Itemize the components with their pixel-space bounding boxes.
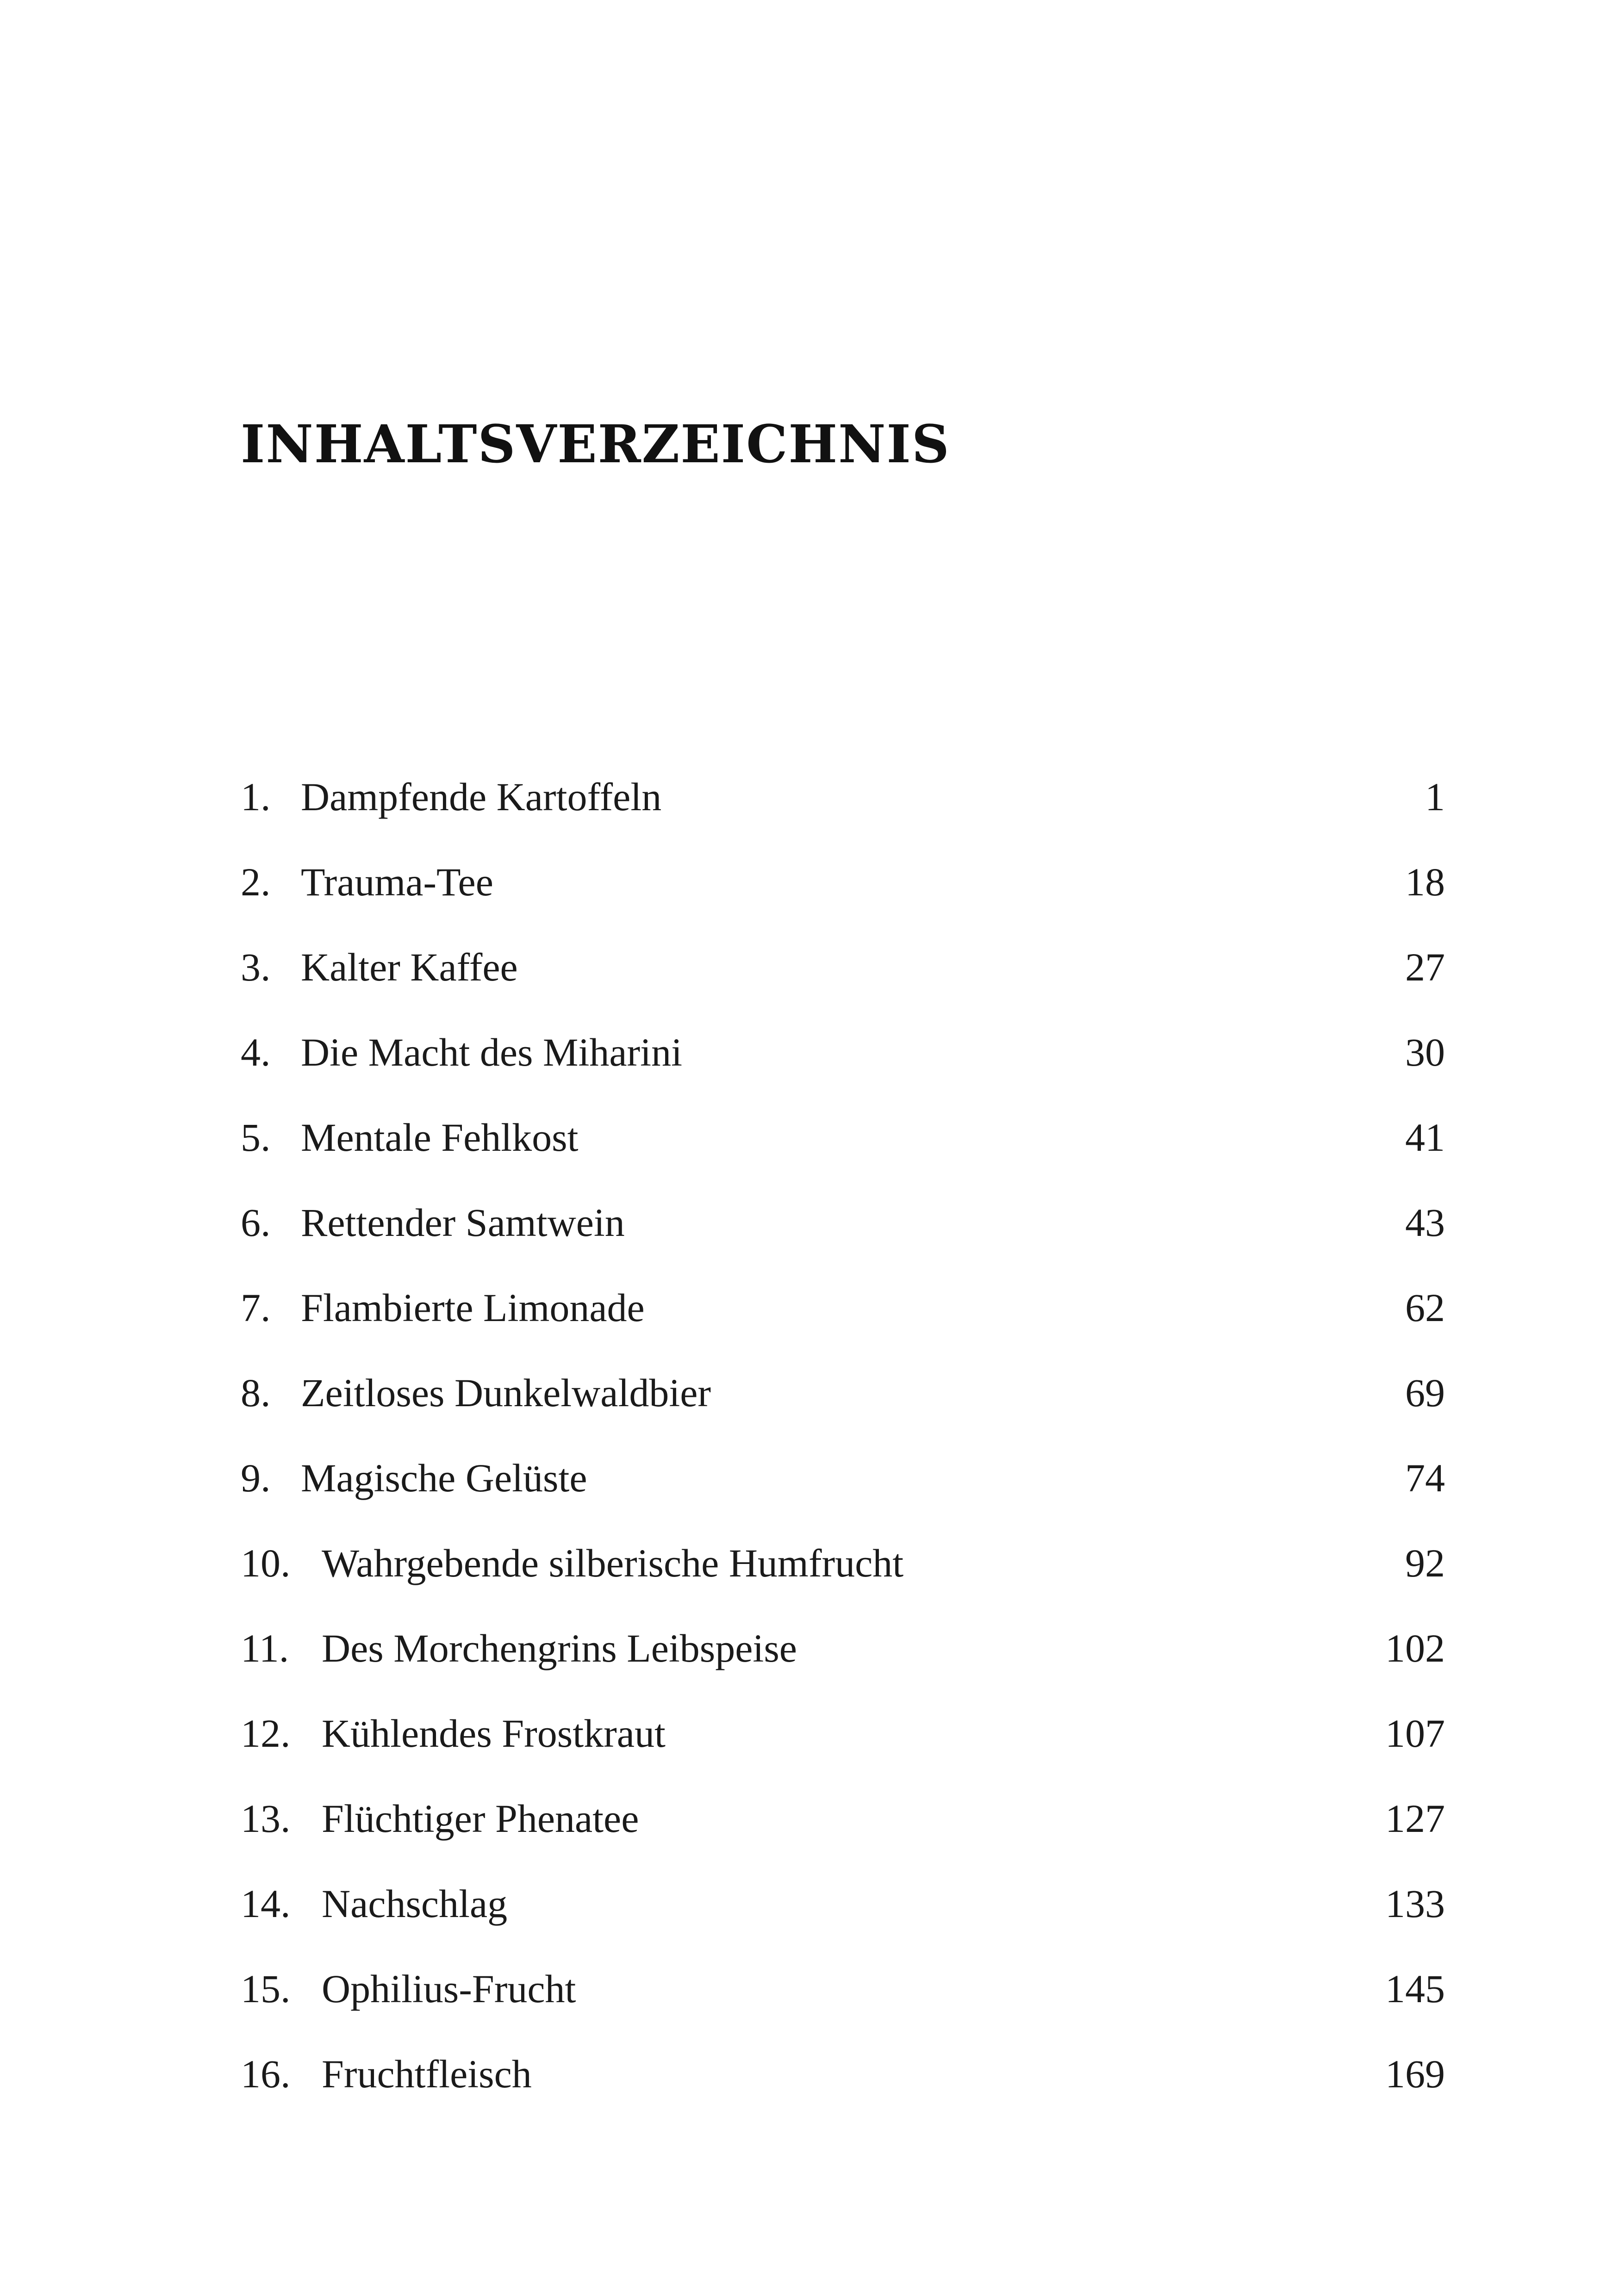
toc-entry-page: 30 xyxy=(1405,1030,1445,1074)
toc-entry-page: 41 xyxy=(1405,1115,1445,1160)
toc-entry-title: Kalter Kaffee xyxy=(301,945,518,989)
toc-entry-title: Mentale Fehlkost xyxy=(301,1115,579,1160)
toc-entry[interactable] xyxy=(241,1180,1445,1265)
toc-entry[interactable] xyxy=(241,754,1445,839)
toc-entry[interactable] xyxy=(241,839,1445,925)
toc-entry-number: 14. xyxy=(241,1881,291,1926)
toc-entry-number: 12. xyxy=(241,1711,291,1756)
toc-entry-title: Kühlendes Frostkraut xyxy=(322,1711,666,1756)
toc-entry[interactable] xyxy=(241,2031,1445,2116)
toc-entry-number: 4. xyxy=(241,1030,271,1074)
toc-entry[interactable] xyxy=(241,1010,1445,1095)
toc-entry-number: 7. xyxy=(241,1285,271,1330)
toc-entry-page: 43 xyxy=(1405,1200,1445,1245)
toc-entry-page: 1 xyxy=(1425,775,1445,819)
toc-entry[interactable] xyxy=(241,1435,1445,1520)
toc-entry-page: 102 xyxy=(1385,1626,1445,1670)
toc-entry-page: 127 xyxy=(1385,1796,1445,1841)
toc-list xyxy=(241,754,1445,2116)
toc-heading: INHALTSVERZEICHNIS xyxy=(241,414,950,475)
toc-entry-page: 62 xyxy=(1405,1285,1445,1330)
toc-entry-number: 16. xyxy=(241,2052,291,2096)
toc-entry-page: 145 xyxy=(1385,1967,1445,2011)
toc-entry-title: Die Macht des Miharini xyxy=(301,1030,682,1074)
toc-entry-number: 10. xyxy=(241,1541,291,1585)
toc-entry-number: 6. xyxy=(241,1200,271,1245)
toc-entry-page: 169 xyxy=(1385,2052,1445,2096)
toc-entry[interactable] xyxy=(241,1265,1445,1350)
toc-entry-number: 2. xyxy=(241,860,271,904)
toc-entry-title: Wahrgebende silberische Humfrucht xyxy=(322,1541,904,1585)
toc-entry-page: 18 xyxy=(1405,860,1445,904)
toc-entry-page: 27 xyxy=(1405,945,1445,989)
toc-entry-title: Magische Gelüste xyxy=(301,1456,587,1500)
toc-entry[interactable] xyxy=(241,1095,1445,1180)
toc-entry[interactable] xyxy=(241,1861,1445,1946)
toc-entry[interactable] xyxy=(241,925,1445,1010)
toc-entry-title: Nachschlag xyxy=(322,1881,508,1926)
toc-entry-title: Dampfende Kartoffeln xyxy=(301,775,662,819)
toc-entry-title: Flambierte Limonade xyxy=(301,1285,645,1330)
toc-entry-number: 1. xyxy=(241,775,271,819)
toc-entry-title: Des Morchengrins Leibspeise xyxy=(322,1626,797,1670)
toc-entry[interactable] xyxy=(241,1776,1445,1861)
toc-entry-number: 3. xyxy=(241,945,271,989)
toc-entry[interactable] xyxy=(241,1691,1445,1776)
toc-entry-page: 74 xyxy=(1405,1456,1445,1500)
toc-entry-page: 69 xyxy=(1405,1371,1445,1415)
toc-entry-number: 9. xyxy=(241,1456,271,1500)
toc-entry-number: 8. xyxy=(241,1371,271,1415)
toc-entry-number: 5. xyxy=(241,1115,271,1160)
toc-entry-title: Zeitloses Dunkelwaldbier xyxy=(301,1371,711,1415)
toc-entry-number: 13. xyxy=(241,1796,291,1841)
toc-entry-page: 133 xyxy=(1385,1881,1445,1926)
toc-entry[interactable] xyxy=(241,1350,1445,1435)
toc-entry-number: 11. xyxy=(241,1626,289,1670)
toc-entry-number: 15. xyxy=(241,1967,291,2011)
toc-entry-title: Rettender Samtwein xyxy=(301,1200,625,1245)
toc-entry[interactable] xyxy=(241,1946,1445,2031)
toc-entry-title: Fruchtfleisch xyxy=(322,2052,532,2096)
toc-entry-page: 92 xyxy=(1405,1541,1445,1585)
toc-entry-title: Ophilius-Frucht xyxy=(322,1967,576,2011)
toc-entry-title: Flüchtiger Phenatee xyxy=(322,1796,639,1841)
toc-entry[interactable] xyxy=(241,1606,1445,1691)
toc-entry[interactable] xyxy=(241,1520,1445,1606)
toc-entry-page: 107 xyxy=(1385,1711,1445,1756)
toc-entry-title: Trauma-Tee xyxy=(301,860,493,904)
